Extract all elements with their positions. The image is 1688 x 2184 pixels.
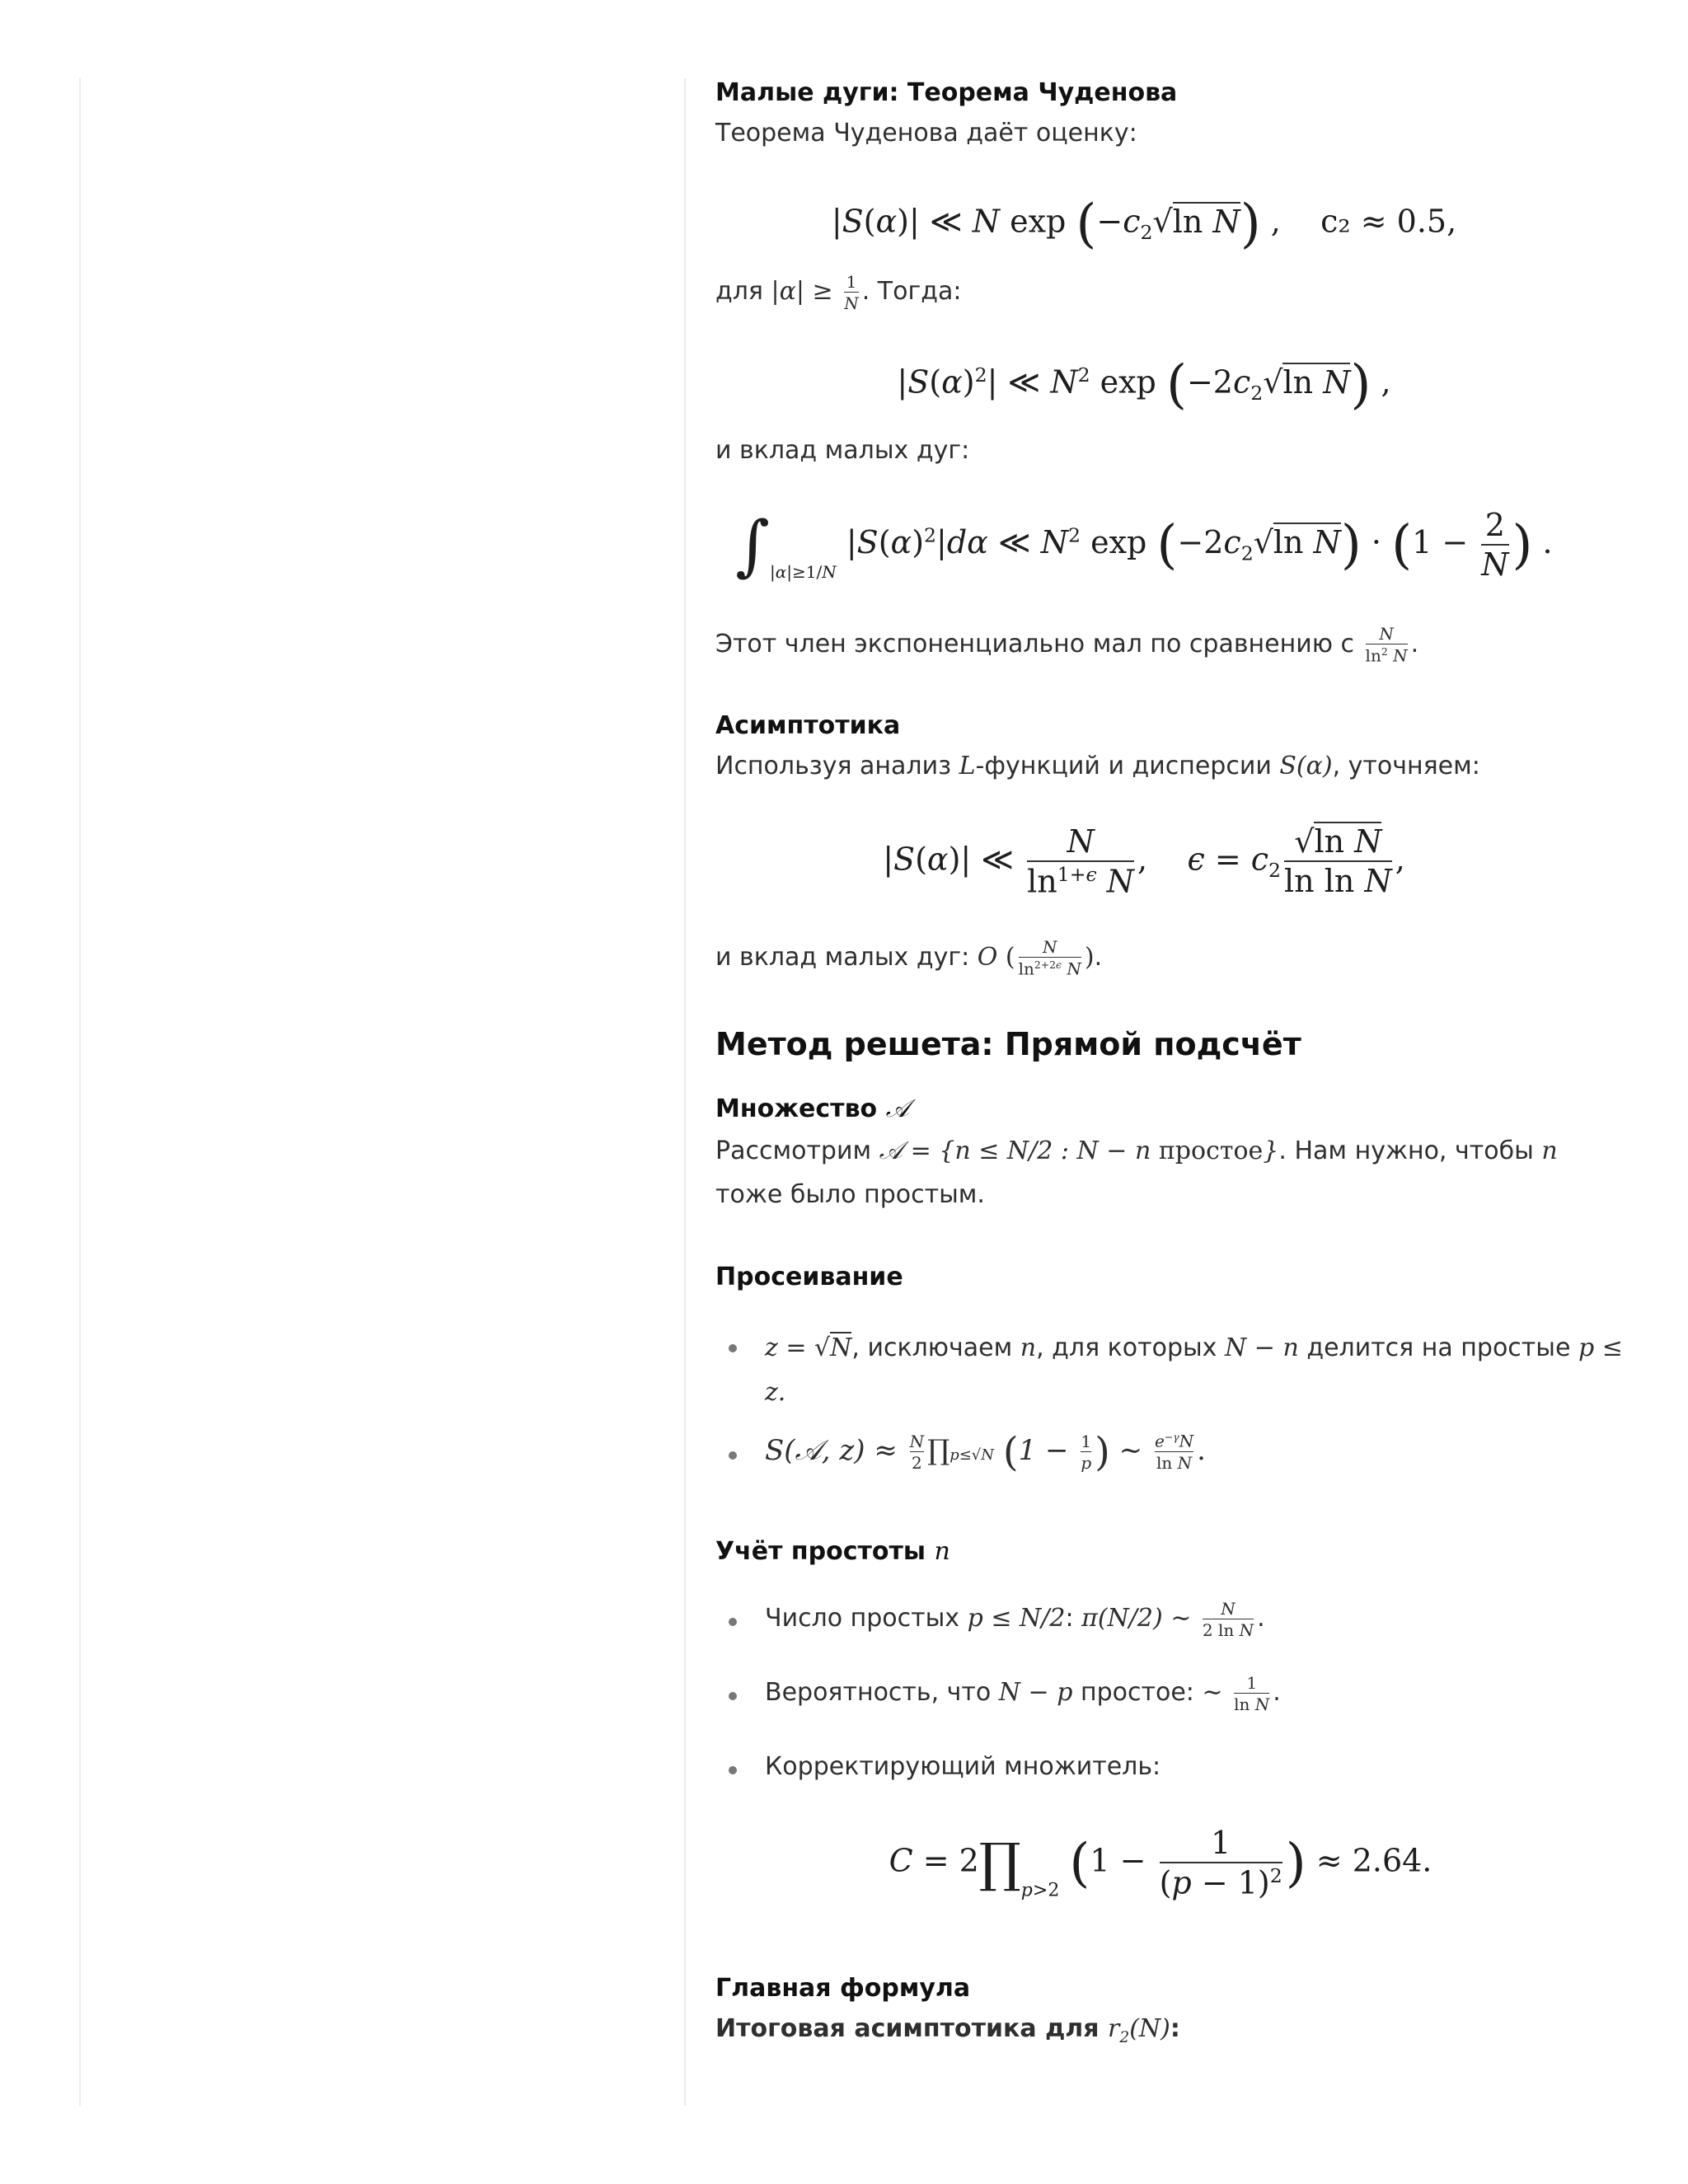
bullet [729, 1618, 737, 1626]
sifting-item1-a: , исключаем [851, 1333, 1013, 1362]
consider-suffix: . Нам нужно, чтобы [1278, 1137, 1534, 1165]
sifting-item-1 [765, 1326, 1623, 1371]
using-suffix: , уточняем: [1332, 752, 1480, 780]
heading-primality [715, 1537, 950, 1566]
n-symbol: n [1541, 1137, 1558, 1165]
paragraph-consider [715, 1129, 1558, 1174]
sifting-item-1-line2: z. [765, 1378, 786, 1407]
pi-asymptotic: π(N/2) ∼ $\frac{N}{\text{2 ln N}}$ [1081, 1598, 1254, 1640]
heading-sieve-method: Метод решета: Прямой подсчёт [715, 1026, 1301, 1062]
exp-small-text: Этот член экспоненциально мал по сравнению с [715, 630, 1354, 658]
z-definition: z = √N [765, 1333, 852, 1362]
bullet [729, 1692, 737, 1700]
paragraph-minor-contrib-2: и вклад малых дуг: O ( $\frac{N}{\ln^{2+2\epsilon} N}$ ). [715, 937, 1103, 979]
p-leq: p ≤ [1578, 1333, 1623, 1362]
for-alpha-suffix: . Тогда: [861, 277, 962, 306]
primality-item2-text: Вероятность, что [765, 1678, 992, 1707]
heading-main-formula: Главная формула [715, 1974, 971, 2003]
c2-value: c₂ ≈ 0.5, [1320, 203, 1457, 240]
prob-asymptotic: ∼ $\frac{1}{\text{ln N}}$ [1202, 1672, 1270, 1714]
n-minus-n: N − n [1225, 1333, 1299, 1362]
formula-correction-factor: $C = 2\prod_{p>2}$ (1 − $\frac{1}{(p - 1)^2}$ ) ≈ 2.64. [889, 1825, 1432, 1901]
s-alpha-symbol: S(α) [1279, 752, 1333, 780]
minor-contrib2-text: и вклад малых дуг: [715, 943, 970, 972]
heading-asymptotics: Асимптотика [715, 711, 901, 740]
formula-refined-bound: |S(α)| ≪ $\frac{N}{\ln^{1+\epsilon} N}$ , $\epsilon = c_2$ $\frac{\text{√ln N}}{\text{ln ln N}}$ , [883, 823, 1405, 900]
using-prefix: Используя анализ [715, 752, 952, 780]
primality-label: Учёт простоты [715, 1537, 926, 1566]
paragraph-final-asymptotic: Итоговая асимптотика для $r_2(N)$: [715, 2014, 1180, 2046]
bullet [729, 1451, 737, 1460]
paragraph-consider-line2: тоже было простым. [715, 1180, 985, 1209]
alpha-condition: |α| ≥ $\frac{1}{N}$ [771, 271, 859, 313]
formula-minor-integral: $\int_{|\alpha|\ge 1/N}$ $|S(\alpha)^2|d\alpha$ ≪ $N^2$ $\exp (-2c_2√\ln$ N) · (1 − $\frac{2}{N}$ ) . [735, 506, 1553, 583]
primality-item-2: Вероятность, что N − p простое: ∼ $\frac{1}{\text{ln N}}$ . [765, 1672, 1281, 1714]
n-over-ln2n: $\frac{N}{\ln^2 N}$ [1365, 623, 1408, 666]
paragraph-minor-contrib: и вклад малых дуг: [715, 436, 970, 465]
n-minus-p: N − p [998, 1678, 1073, 1707]
heading-sifting: Просеивание [715, 1263, 903, 1291]
primality-item-1: Число простых p ≤ N/2: π(N/2) ∼ $\frac{N}{\text{2 ln N}}$ . [765, 1598, 1265, 1640]
bullet [729, 1766, 737, 1774]
n-symbol: n [934, 1537, 950, 1566]
column-divider [684, 78, 686, 2106]
set-definition: 𝒜 = {n ≤ N/2 : N − n простое} [879, 1137, 1279, 1165]
formula-chudenov-bound: |S(α)| ≪ N $\exp (-c_2√\ln$ N) , c₂ ≈ 0.5, [831, 194, 1457, 255]
primality-item2-b: простое: [1080, 1678, 1194, 1707]
set-a-label: Множество [715, 1094, 878, 1123]
primality-item-3: Корректирующий множитель: [765, 1752, 1161, 1781]
formula-s-squared-bound: $|S(\alpha)^2|$ ≪ $N^2$ $\exp (-2c_2√\ln$ N) , [897, 354, 1391, 415]
primality-item1-text: Число простых [765, 1604, 960, 1633]
c-value: ≈ 2.64. [1315, 1842, 1432, 1879]
heading-minor-arcs: Малые дуги: Теорема Чуденова [715, 78, 1178, 107]
sifting-item-2: S(𝒜, z) ≈ $\frac{N}{2}$ ∏p≤√N (1 − $\frac{1}{p}$ ) ∼ $\frac{e^{-\gamma}N}{\text{ln N}}$ . [765, 1429, 1206, 1475]
n-symbol: n [1020, 1333, 1037, 1362]
set-a-symbol: 𝒜 [885, 1094, 910, 1123]
paragraph-exp-small: Этот член экспоненциально мал по сравнению с $\frac{N}{\ln^2 N}$ . [715, 623, 1419, 666]
r2-symbol: $r_2(N)$ [1108, 2014, 1170, 2046]
big-o-expression: O ( $\frac{N}{\ln^{2+2\epsilon} N}$ ) [977, 937, 1095, 979]
p-leq-n-half: p ≤ N/2 [967, 1604, 1066, 1633]
for-alpha-prefix: для [715, 277, 763, 306]
paragraph-using-analysis [715, 744, 1480, 789]
final-asym-text: Итоговая асимптотика для [715, 2014, 1100, 2043]
paragraph-for-alpha [715, 269, 961, 314]
bullet [729, 1344, 737, 1352]
heading-set-a [715, 1094, 909, 1123]
left-divider [79, 78, 81, 2106]
l-symbol: L [959, 752, 976, 780]
using-mid: -функций и дисперсии [975, 752, 1272, 780]
sifting-item1-b: , для которых [1036, 1333, 1217, 1362]
sifting-item1-c: делится на простые [1306, 1333, 1571, 1362]
prime-word: простое [1158, 1137, 1264, 1165]
paragraph-chudenov-intro: Теорема Чуденова даёт оценку: [715, 119, 1137, 148]
consider-prefix: Рассмотрим [715, 1137, 872, 1165]
